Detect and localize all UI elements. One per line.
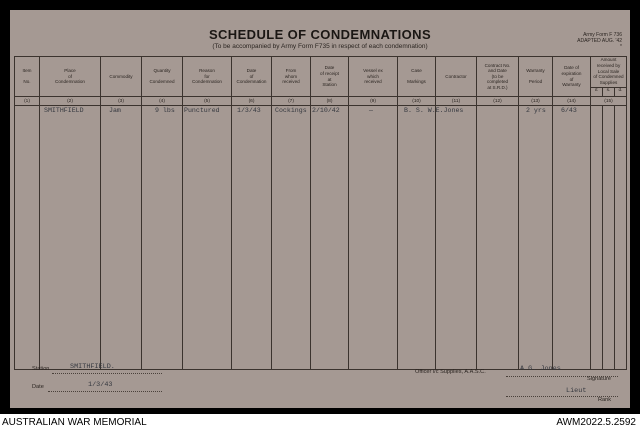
col-num: (5) (183, 97, 232, 106)
col-header-expiration: Date of expiration of Warranty (553, 57, 591, 97)
cell-expiration: 6/43 (553, 106, 591, 370)
col-num: (15) (591, 97, 627, 106)
form-paper (10, 10, 630, 408)
caption-bar (0, 414, 640, 431)
rank-label: Rank (598, 397, 612, 403)
cell-quantity: 9 lbs (142, 106, 183, 370)
amount-pence-label: d. (618, 88, 623, 94)
cell-vessel: — (349, 106, 398, 370)
cell-place: SMITHFIELD (40, 106, 101, 370)
cell-commodity: Jam (101, 106, 142, 370)
col-num: (11) (436, 97, 477, 106)
cell-warranty-period: 2 yrs (519, 106, 553, 370)
col-header-contractor: Contractor (436, 57, 477, 97)
col-header-date-condemned: Date of Condemnation (232, 57, 272, 97)
col-header-amount (591, 57, 627, 97)
form-subtitle: (To be accompanied by Army Form F735 in respect of each condemnation) (212, 43, 428, 50)
form-adapted: ADAPTED AUG. '42 (577, 38, 622, 44)
cell-from-whom: Cockings (272, 106, 311, 370)
col-header-item-no: Item No. (15, 57, 40, 97)
cell-case-markings: B. S. W.E.Jones (398, 106, 436, 370)
form-number: Army Form F 736 (583, 32, 622, 38)
rank-value: Lieut (566, 387, 587, 395)
cell-date-condemned: 1/3/43 (232, 106, 272, 370)
date-line (48, 391, 162, 392)
header-row (15, 57, 627, 97)
cell-date-receipt: 2/10/42 (311, 106, 349, 370)
col-header-place: Place of Condemnation (40, 57, 101, 97)
col-num: (2) (40, 97, 101, 106)
col-num: (8) (311, 97, 349, 106)
officer-value: A.G. Jones (520, 365, 561, 373)
form-mark: * (620, 44, 622, 50)
col-header-contract-no: Contract No. and Date (to be completed at S.R.D.) (477, 57, 519, 97)
col-header-reason: Reason for Condemnation (183, 57, 232, 97)
column-number-row (15, 97, 627, 106)
table-row (15, 106, 627, 370)
station-line (52, 373, 162, 374)
caption-institution: AUSTRALIAN WAR MEMORIAL (2, 417, 147, 428)
col-num: (6) (232, 97, 272, 106)
col-num: (7) (272, 97, 311, 106)
cell-amount (591, 106, 627, 370)
amount-header-text: Amount received by Local Sale of Condemned Supplies (591, 57, 626, 88)
amount-columns (591, 106, 626, 369)
amount-shillings-label: s. (603, 88, 615, 96)
col-header-vessel: Vessel ex which received (349, 57, 398, 97)
officer-label: Officer i/c Supplies, A.A.S.C. (415, 369, 486, 375)
date-value: 1/3/43 (88, 381, 113, 389)
col-num: (1) (15, 97, 40, 106)
amount-subcolumns (591, 88, 626, 96)
col-header-commodity: Commodity (101, 57, 142, 97)
col-header-from-whom: From whom received (272, 57, 311, 97)
date-label: Date (32, 384, 44, 390)
cell-contract-no (477, 106, 519, 370)
cell-contractor (436, 106, 477, 370)
caption-accession-number: AWM2022.5.2592 (556, 417, 636, 428)
schedule-table (14, 56, 627, 370)
col-header-case-markings: Case Markings (398, 57, 436, 97)
col-num: (13) (519, 97, 553, 106)
form-title: SCHEDULE OF CONDEMNATIONS (208, 27, 432, 42)
col-header-date-receipt: Date of receipt at Station (311, 57, 349, 97)
col-header-warranty-period: Warranty Period (519, 57, 553, 97)
signature-label: Signature (587, 376, 611, 382)
col-num: (9) (349, 97, 398, 106)
col-header-quantity: Quantity Condemned (142, 57, 183, 97)
cell-reason: Punctured (183, 106, 232, 370)
station-value: SMITHFIELD. (70, 363, 115, 371)
col-num: (4) (142, 97, 183, 106)
col-num: (12) (477, 97, 519, 106)
col-num: (3) (101, 97, 142, 106)
col-num: (14) (553, 97, 591, 106)
amount-pounds-label: £ (591, 88, 603, 96)
form-reference (577, 32, 622, 50)
station-label: Station (32, 366, 50, 372)
cell-item-no (15, 106, 40, 370)
col-num: (10) (398, 97, 436, 106)
